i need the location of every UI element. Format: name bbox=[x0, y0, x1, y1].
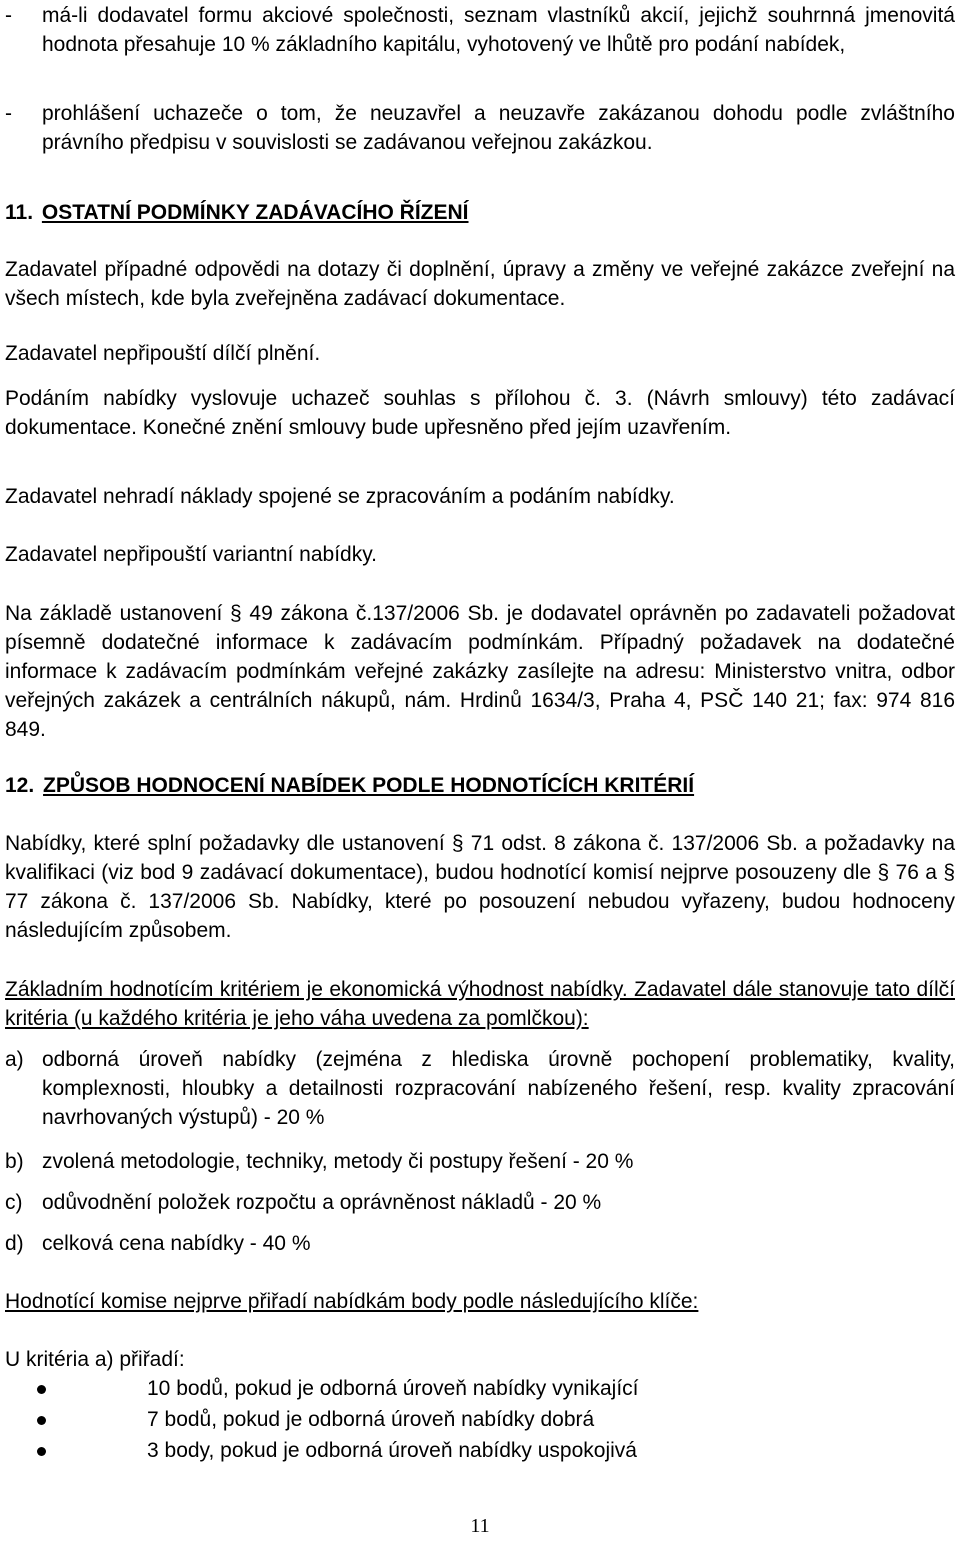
criterion-item bbox=[5, 1188, 955, 1217]
list-item bbox=[5, 99, 955, 157]
paragraph: Podáním nabídky vyslovuje uchazeč souhlas s přílohou č. 3. (Návrh smlouvy) této zadávací dokumentace. Konečné znění smlouvy bude upřesněno před jejím uzavřením. bbox=[5, 387, 955, 439]
criterion-text: odůvodnění položek rozpočtu a oprávněnost nákladů - 20 % bbox=[42, 1191, 602, 1214]
paragraph: Nabídky, které splní požadavky dle ustanovení § 71 odst. 8 zákona č. 137/2006 Sb. a požadavky na kvalifikaci (viz bod 9 zadávací dokumentace), budou hodnotící komisí nejprve posouzeny dle § 76 a § 77 zákona č. 137/2006 Sb. Nabídky, které po posouzení nebudou vyřazeny, budou hodnoceny následujícím způsobem. bbox=[5, 832, 955, 942]
paragraph: Zadavatel nepřipouští dílčí plnění. bbox=[5, 342, 321, 365]
criterion-text: celková cena nabídky - 40 % bbox=[42, 1232, 311, 1255]
criterion-label: c) bbox=[5, 1191, 23, 1214]
criterion-item bbox=[5, 1147, 955, 1176]
criterion-text: zvolená metodologie, techniky, metody či postupy řešení - 20 % bbox=[42, 1150, 634, 1173]
section-heading bbox=[5, 771, 694, 800]
bullet-item bbox=[37, 1436, 637, 1465]
criteria-intro: Základním hodnotícím kritériem je ekonomická výhodnost nabídky. Zadavatel dále stanovuje tato dílčí kritéria (u každého kritéria je jeho váha uvedena za pomlčkou): bbox=[5, 978, 955, 1030]
paragraph: Zadavatel nehradí náklady spojené se zpracováním a podáním nabídky. bbox=[5, 485, 675, 508]
list-marker: - bbox=[5, 4, 12, 27]
criterion-label: a) bbox=[5, 1048, 24, 1071]
list-item-text: prohlášení uchazeče o tom, že neuzavřel a neuzavře zakázanou dohodu podle zvláštního právního předpisu v souvislosti se zadávanou veřejnou zakázkou. bbox=[42, 102, 955, 154]
list-item bbox=[5, 1, 955, 59]
section-title: ZPŮSOB HODNOCENÍ NABÍDEK PODLE HODNOTÍCÍCH KRITÉRIÍ bbox=[43, 774, 695, 797]
paragraph: Zadavatel nepřipouští variantní nabídky. bbox=[5, 543, 378, 566]
list-marker: - bbox=[5, 102, 12, 125]
criterion-text: odborná úroveň nabídky (zejména z hlediska úrovně pochopení problematiky, kvality, komplexnosti, hloubky a detailnosti rozpracování nabízeného řešení, resp. kvality zpracování navrhovaných výstupů) - 20 % bbox=[42, 1048, 955, 1129]
key-intro: Hodnotící komise nejprve přiřadí nabídkám body podle následujícího klíče: bbox=[5, 1290, 699, 1313]
list-item-text: má-li dodavatel formu akciové společnosti, seznam vlastníků akcií, jejichž souhrnná jmenovitá hodnota přesahuje 10 % základního kapitálu, vyhotovený ve lhůtě pro podání nabídek, bbox=[42, 4, 955, 56]
section-title: OSTATNÍ PODMÍNKY ZADÁVACÍHO ŘÍZENÍ bbox=[41, 201, 469, 224]
bullet-text: 10 bodů, pokud je odborná úroveň nabídky vynikající bbox=[147, 1377, 639, 1400]
criterion-label: d) bbox=[5, 1232, 24, 1255]
bullet-text: 3 body, pokud je odborná úroveň nabídky uspokojivá bbox=[147, 1439, 637, 1462]
criterion-item bbox=[5, 1229, 955, 1258]
bullet-item bbox=[37, 1374, 639, 1403]
page-number: 11 bbox=[470, 1515, 490, 1537]
subheading: U kritéria a) přiřadí: bbox=[5, 1348, 185, 1371]
criterion-label: b) bbox=[5, 1150, 24, 1173]
bullet-dot bbox=[37, 1447, 46, 1456]
criterion-item bbox=[5, 1045, 955, 1132]
bullet-dot bbox=[37, 1385, 46, 1394]
paragraph: Zadavatel případné odpovědi na dotazy či doplnění, úpravy a změny ve veřejné zakázce zveřejní na všech místech, kde byla zveřejněna zadávací dokumentace. bbox=[5, 258, 955, 310]
bullet-dot bbox=[37, 1416, 46, 1425]
paragraph: Na základě ustanovení § 49 zákona č.137/2006 Sb. je dodavatel oprávněn po zadavateli požadovat písemně dodatečné informace k zadávacím podmínkám. Případný požadavek na dodatečné informace k zadávacím podmínkám veřejné zakázky zasílejte na adresu: Ministerstvo vnitra, odbor veřejných zakázek a centrálních nákupů, nám. Hrdinů 1634/3, Praha 4, PSČ 140 21; fax: 974 816 849. bbox=[5, 602, 955, 741]
section-number: 11. bbox=[5, 201, 34, 224]
section-number: 12. bbox=[5, 774, 35, 797]
bullet-text: 7 bodů, pokud je odborná úroveň nabídky dobrá bbox=[147, 1408, 595, 1431]
section-heading bbox=[5, 198, 469, 227]
bullet-item bbox=[37, 1405, 594, 1434]
